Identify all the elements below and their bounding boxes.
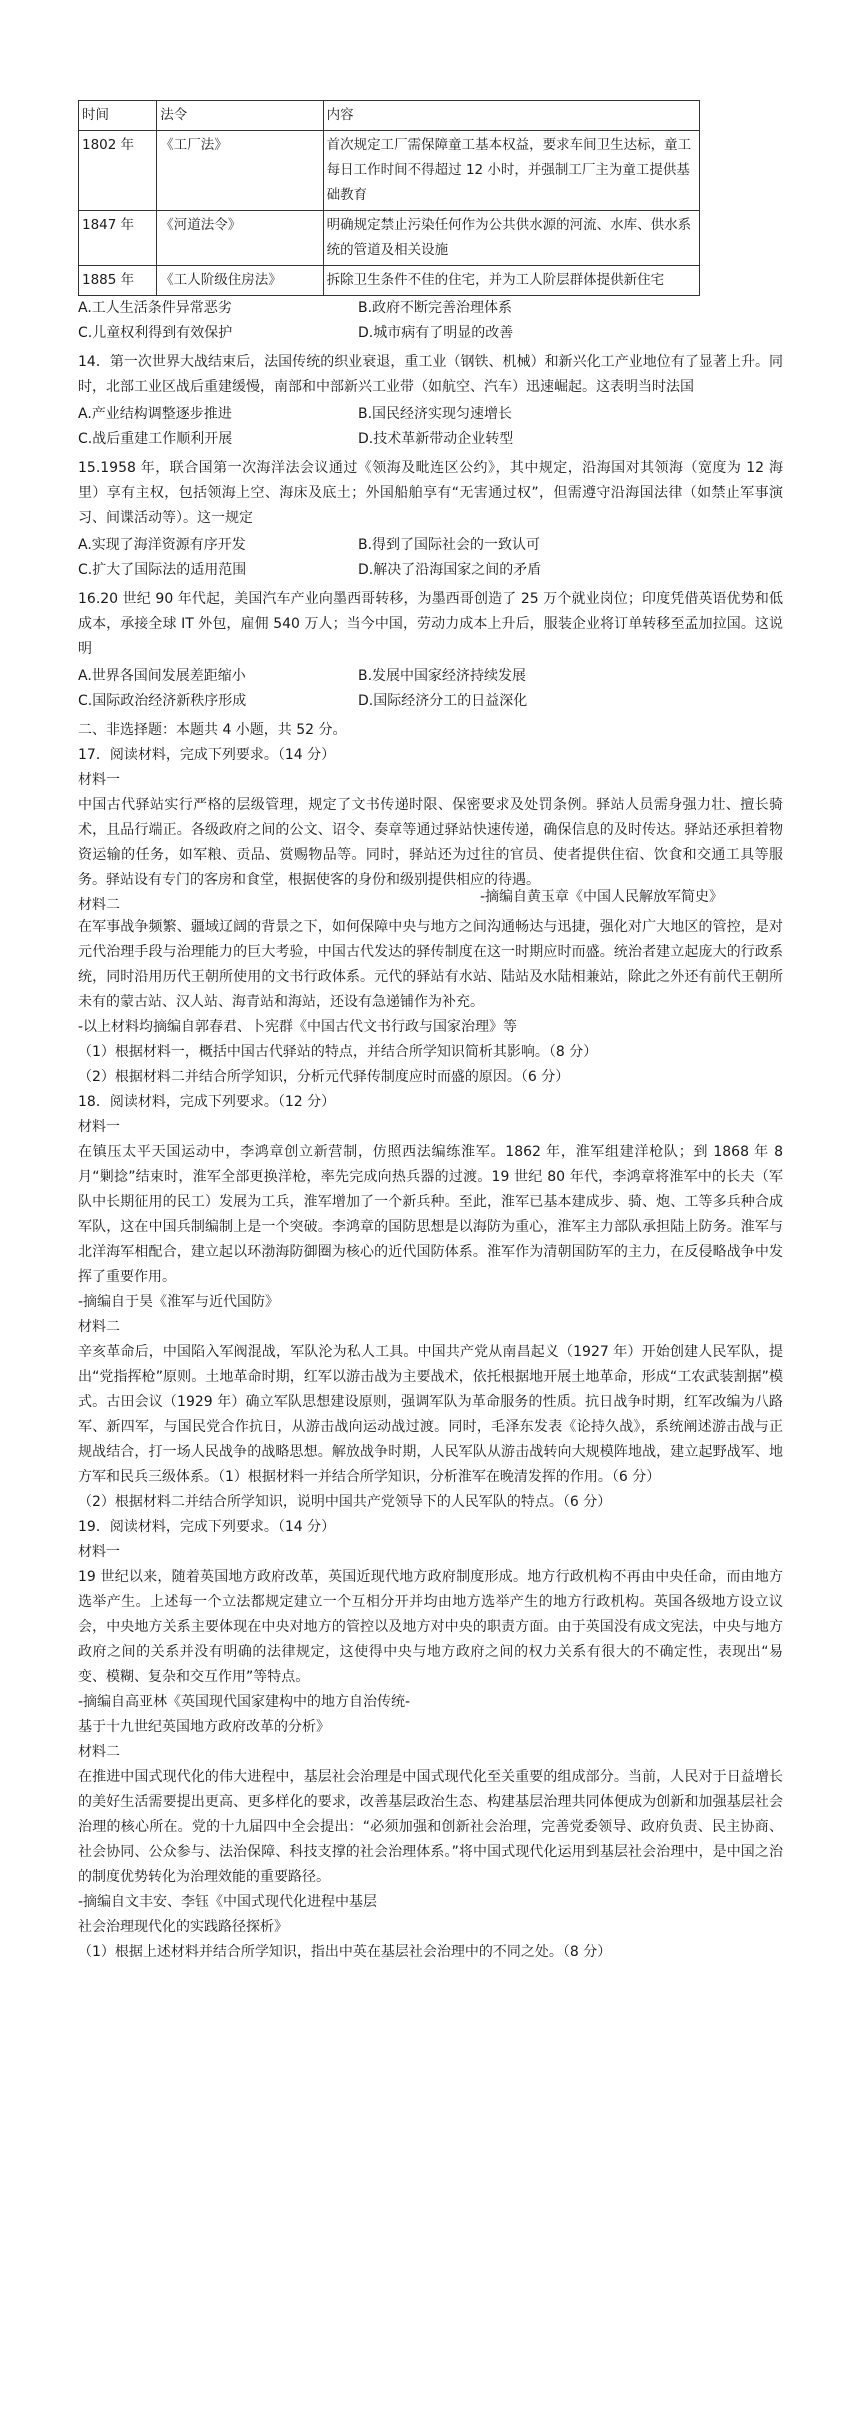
q19-material-2-source-a: -摘编自文丰安、李钰《中国式现代化进程中基层 bbox=[78, 1894, 378, 1910]
q16-option-d: D.国际经济分工的日益深化 bbox=[358, 693, 528, 709]
q17-material-2-text: 在军事战争频繁、疆域辽阔的背景之下，如何保障中央与地方之间沟通畅达与迅捷，强化对广大地区的管控，是对元代治理手段与治理能力的巨大考验，中国古代发达的驿传制度在这一时期应时而盛。统治者建立起庞大的行政系统，同时沿用历代王朝所使用的文书行政体系。元代的驿站有水站、陆站及水陆相兼站，除此之外还有前代王朝所未有的蒙古站、汉人站、海青站和海站，还设有急递铺作为补充。 bbox=[78, 919, 783, 1010]
q17-material-2-label: 材料二 bbox=[78, 897, 120, 913]
table-cell-content: 明确规定禁止污染任何作为公共供水源的河流、水库、供水系统的管道及相关设施 bbox=[323, 211, 699, 266]
q17-source-1-wrapper bbox=[78, 889, 783, 915]
q16-stem: 16.20 世纪 90 年代起，美国汽车产业向墨西哥转移，为墨西哥创造了 25 万个就业岗位；印度凭借英语优势和低成本，承接全球 IT 外包，雇佣 540 万人；当今中国，劳动力成本上升后，服装企业将订单转移至孟加拉国。这说明 bbox=[78, 591, 783, 657]
table-header-row bbox=[79, 101, 700, 131]
q15-options-row-2 bbox=[78, 558, 783, 583]
q14-option-c: C.战后重建工作顺利开展 bbox=[78, 431, 233, 447]
q18-material-1-text: 在镇压太平天国运动中，李鸿章创立新营制，仿照西法编练淮军。1862 年，淮军组建洋枪队；到 1868 年 8 月“剿捻”结束时，淮军全部更换洋枪，率先完成向热兵器的过渡。19 世纪 80 年代，李鸿章将淮军中的长夫（军队中长期征用的民工）发展为工兵，淮军增加了一个新兵种。至此，淮军已基本建成步、骑、炮、工等多兵种合成军队，这在中国兵制编制上是一个突破。李鸿章的国防思想是以海防为重心，淮军主力部队承担陆上防务。淮军与北洋海军相配合，建立起以环渤海防御圈为核心的近代国防体系。淮军作为清朝国防军的主力，在反侵略战争中发挥了重要作用。 bbox=[78, 1144, 783, 1285]
q16-option-a: A.世界各国间发展差距缩小 bbox=[78, 668, 246, 684]
q17-material-1-source: -摘编自黄玉章《中国人民解放军简史》 bbox=[479, 889, 723, 905]
table-cell-content: 首次规定工厂需保障童工基本权益，要求车间卫生达标，童工每日工作时间不得超过 12 小时，并强制工厂主为童工提供基础教育 bbox=[323, 131, 699, 211]
table-cell-law: 《河道法令》 bbox=[157, 211, 323, 266]
exam-content bbox=[78, 100, 783, 1965]
table-cell-year: 1885 年 bbox=[79, 266, 157, 296]
q18-material-1-source: -摘编自于昊《淮军与近代国防》 bbox=[78, 1294, 280, 1310]
q19-title: 19．阅读材料，完成下列要求。（14 分） bbox=[78, 1519, 336, 1535]
q17-requirement-2: （2）根据材料二并结合所学知识，分析元代驿传制度应时而盛的原因。（6 分） bbox=[78, 1069, 570, 1085]
q18-material-1-label: 材料一 bbox=[78, 1119, 120, 1135]
table-header-content: 内容 bbox=[323, 101, 699, 131]
table-header-time: 时间 bbox=[79, 101, 157, 131]
q14-stem: 14．第一次世界大战结束后，法国传统的织业衰退，重工业（钢铁、机械）和新兴化工产业地位有了显著上升。同时，北部工业区战后重建缓慢，南部和中部新兴工业带（如航空、汽车）迅速崛起。这表明当时法国 bbox=[78, 354, 783, 395]
q19-material-1-source-a: -摘编自高亚林《英国现代国家建构中的地方自治传统- bbox=[78, 1694, 411, 1710]
q19-material-1-label: 材料一 bbox=[78, 1544, 120, 1560]
q15-option-d: D.解决了沿海国家之间的矛盾 bbox=[358, 562, 542, 578]
q17-requirement-1: （1）根据材料一，概括中国古代驿站的特点，并结合所学知识简析其影响。（8 分） bbox=[78, 1044, 598, 1060]
q13-option-d: D.城市病有了明显的改善 bbox=[358, 325, 514, 341]
q17-material-1-text: 中国古代驿站实行严格的层级管理，规定了文书传递时限、保密要求及处罚条例。驿站人员需身强力壮、擅长骑术，且品行端正。各级政府之间的公文、诏令、奏章等通过驿站快速传递，确保信息的及时传达。驿站还承担着物资运输的任务，如军粮、贡品、赏赐物品等。同时，驿站还为过往的官员、使者提供住宿、饮食和交通工具等服务。驿站设有专门的客房和食堂，根据使客的身份和级别提供相应的待遇。 bbox=[78, 797, 783, 888]
q14-option-d: D.技术革新带动企业转型 bbox=[358, 431, 514, 447]
q19-material-2-text: 在推进中国式现代化的伟大进程中，基层社会治理是中国式现代化至关重要的组成部分。当前，人民对于日益增长的美好生活需要提出更高、更多样化的要求，改善基层政治生态、构建基层治理共同体便成为创新和加强基层社会治理的核心所在。党的十九届四中全会提出：“必须加强和创新社会治理，完善党委领导、政府负责、民主协商、社会协同、公众参与、法治保障、科技支撑的社会治理体系。”将中国式现代化运用到基层社会治理中，是中国之治的制度优势转化为治理效能的重要路径。 bbox=[78, 1769, 783, 1885]
laws-table bbox=[78, 100, 700, 296]
table-row bbox=[79, 131, 700, 211]
table-cell-year: 1847 年 bbox=[79, 211, 157, 266]
q17-material-1-label: 材料一 bbox=[78, 772, 120, 788]
q19-material-2-source-b: 社会治理现代化的实践路径探析》 bbox=[78, 1919, 288, 1935]
table-header-law: 法令 bbox=[157, 101, 323, 131]
q15-option-b: B.得到了国际社会的一致认可 bbox=[358, 537, 541, 553]
q13-option-c: C.儿童权利得到有效保护 bbox=[78, 325, 233, 341]
q14-option-a: A.产业结构调整逐步推进 bbox=[78, 406, 232, 422]
q19-material-2-label: 材料二 bbox=[78, 1744, 120, 1760]
table-cell-content: 拆除卫生条件不佳的住宅，并为工人阶层群体提供新住宅 bbox=[323, 266, 699, 296]
table-row bbox=[79, 266, 700, 296]
q14-options-row-2 bbox=[78, 427, 783, 452]
q15-stem: 15.1958 年，联合国第一次海洋法会议通过《领海及毗连区公约》，其中规定，沿海国对其领海（宽度为 12 海里）享有主权，包括领海上空、海床及底土；外国船舶享有“无害通过权”，但需遵守沿海国法律（如禁止军事演习、间谍活动等）。这一规定 bbox=[78, 460, 783, 526]
q15-option-c: C.扩大了国际法的适用范围 bbox=[78, 562, 247, 578]
q13-options-row-2 bbox=[78, 321, 783, 346]
q15-options-row-1 bbox=[78, 533, 783, 558]
q18-requirement-2: （2）根据材料二并结合所学知识，说明中国共产党领导下的人民军队的特点。（6 分） bbox=[78, 1494, 612, 1510]
table-cell-year: 1802 年 bbox=[79, 131, 157, 211]
q13-option-a: A.工人生活条件异常恶劣 bbox=[78, 300, 232, 316]
q13-option-b: B.政府不断完善治理体系 bbox=[358, 300, 513, 316]
q18-title: 18．阅读材料，完成下列要求。（12 分） bbox=[78, 1094, 336, 1110]
q13-options-row-1 bbox=[78, 296, 783, 321]
q16-options-row-2 bbox=[78, 689, 783, 714]
q19-material-1-text: 19 世纪以来，随着英国地方政府改革，英国近现代地方政府制度形成。地方行政机构不再由中央任命，而由地方选举产生。上述每一个立法都规定建立一个互相分开并均由地方选举产生的地方行政机构。英国各级地方设立议会，中央地方关系主要体现在中央对地方的管控以及地方对中央的职责方面。由于英国没有成文宪法，中央与地方政府之间的关系并没有明确的法律规定，这使得中央与地方政府之间的权力关系有很大的不确定性，表现出“易变、模糊、复杂和交互作用”等特点。 bbox=[78, 1569, 783, 1685]
table-cell-law: 《工人阶级住房法》 bbox=[157, 266, 323, 296]
table-cell-law: 《工厂法》 bbox=[157, 131, 323, 211]
q16-options-row-1 bbox=[78, 664, 783, 689]
q17-title: 17．阅读材料，完成下列要求。（14 分） bbox=[78, 747, 336, 763]
q17-material-2-source: -以上材料均摘编自郭春君、卜宪群《中国古代文书行政与国家治理》等 bbox=[78, 1019, 518, 1035]
q16-option-b: B.发展中国家经济持续发展 bbox=[358, 668, 527, 684]
q15-option-a: A.实现了海洋资源有序开发 bbox=[78, 537, 246, 553]
q16-option-c: C.国际政治经济新秩序形成 bbox=[78, 693, 247, 709]
section-2-heading: 二、非选择题：本题共 4 小题，共 52 分。 bbox=[78, 722, 347, 738]
table-row bbox=[79, 211, 700, 266]
q14-option-b: B.国民经济实现匀速增长 bbox=[358, 406, 513, 422]
q19-requirement-1: （1）根据上述材料并结合所学知识，指出中英在基层社会治理中的不同之处。（8 分） bbox=[78, 1944, 612, 1960]
q18-material-2-text: 辛亥革命后，中国陷入军阀混战，军队沦为私人工具。中国共产党从南昌起义（1927 年）开始创建人民军队，提出“党指挥枪”原则。土地革命时期，红军以游击战为主要战术，依托根据地开展土地革命，形成“工农武装割据”模式。古田会议（1929 年）确立军队思想建设原则，强调军队为革命服务的性质。抗日战争时期，红军改编为八路军、新四军，与国民党合作抗日，从游击战向运动战过渡。同时，毛泽东发表《论持久战》，系统阐述游击战与正规战结合，打一场人民战争的战略思想。解放战争时期，人民军队从游击战转向大规模阵地战，建立起野战军、地方军和民兵三级体系。（1）根据材料一并结合所学知识，分析淮军在晚清发挥的作用。（6 分） bbox=[78, 1344, 783, 1485]
q18-material-2-label: 材料二 bbox=[78, 1319, 120, 1335]
q14-options-row-1 bbox=[78, 402, 783, 427]
q19-material-1-source-b: 基于十九世纪英国地方政府改革的分析》 bbox=[78, 1719, 330, 1735]
